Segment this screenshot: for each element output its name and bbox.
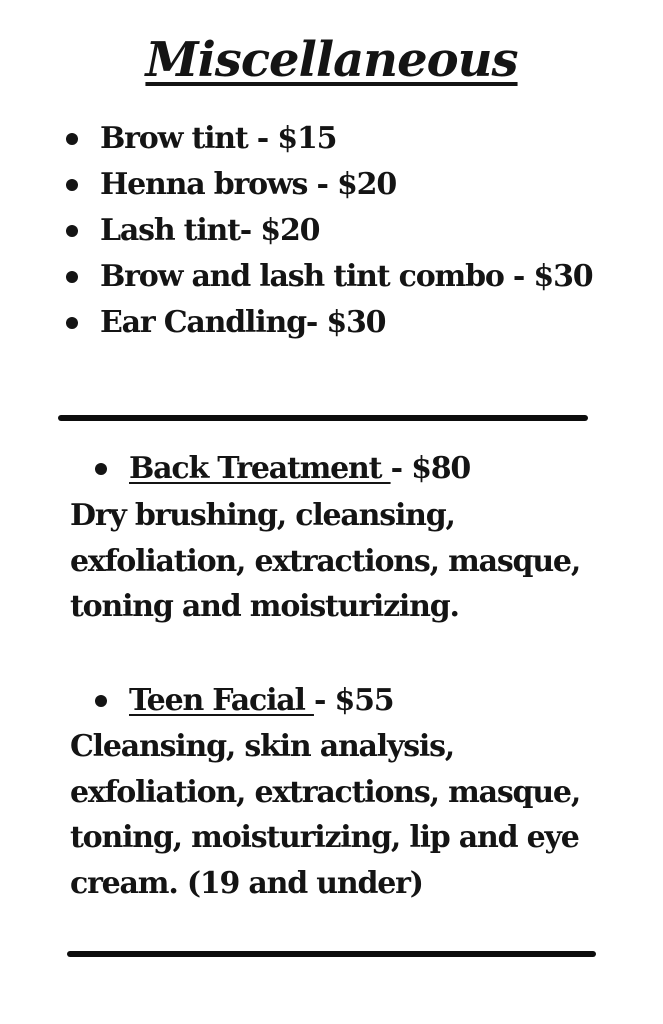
list-item-text: Brow and lash tint combo - $30	[100, 259, 593, 294]
list-item	[0, 162, 663, 208]
bullet-icon	[95, 695, 107, 707]
teen-facial-price: - $55	[313, 683, 394, 718]
list-item	[0, 116, 663, 162]
bullet-icon	[95, 463, 107, 475]
page-title-text: Miscellaneous	[145, 32, 518, 88]
section-divider	[58, 415, 588, 421]
misc-services-list	[0, 116, 663, 346]
teen-facial-description	[70, 724, 650, 906]
list-item	[0, 300, 663, 346]
page-title	[0, 28, 663, 92]
bullet-icon	[66, 133, 78, 145]
section-divider	[67, 951, 596, 957]
list-item-text: Brow tint - $15	[100, 121, 337, 156]
list-item-text: Ear Candling- $30	[100, 305, 386, 340]
list-item-text: Henna brows - $20	[100, 167, 397, 202]
back-treatment-name: Back Treatment	[129, 451, 391, 486]
description-line: exfoliation, extractions, masque,	[70, 543, 581, 579]
back-treatment-heading	[0, 446, 663, 492]
teen-facial-heading	[0, 678, 663, 724]
description-line: toning, moisturizing, lip and eye	[70, 820, 579, 855]
description-line: exfoliation, extractions, masque,	[70, 774, 581, 810]
list-item-text: Lash tint- $20	[100, 213, 320, 248]
back-treatment-description	[70, 493, 650, 630]
back-treatment-price: - $80	[390, 451, 471, 486]
list-item	[0, 254, 663, 300]
description-line: Cleansing, skin analysis,	[70, 729, 455, 764]
bullet-icon	[66, 225, 78, 237]
bullet-icon	[66, 179, 78, 191]
teen-facial-name: Teen Facial	[129, 683, 314, 718]
description-line: cream. (19 and under)	[70, 865, 423, 901]
list-item	[0, 208, 663, 254]
bullet-icon	[66, 317, 78, 329]
description-line: toning and moisturizing.	[70, 589, 459, 624]
description-line: Dry brushing, cleansing,	[70, 498, 455, 533]
bullet-icon	[66, 271, 78, 283]
